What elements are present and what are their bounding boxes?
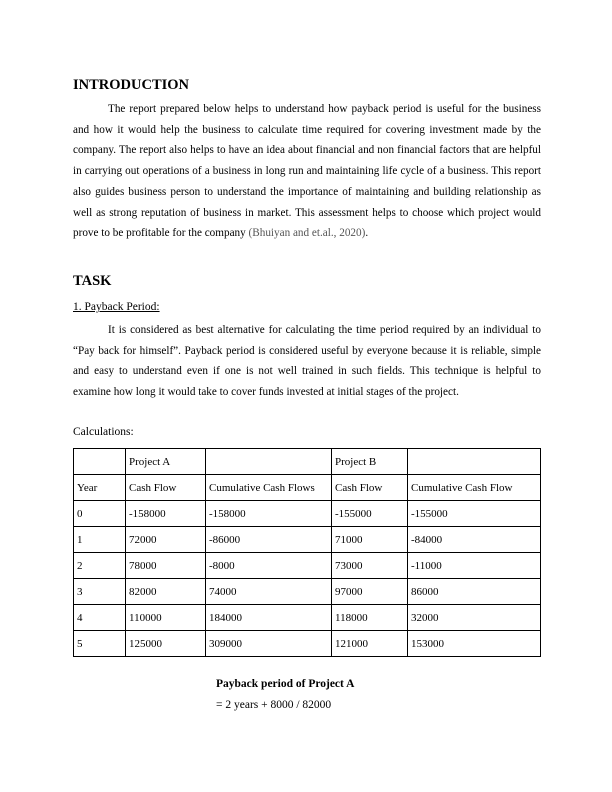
table-cell: 153000	[408, 631, 541, 657]
payback-title: Payback period of Project A	[216, 678, 355, 690]
table-cell: 32000	[408, 605, 541, 631]
table-cell: 121000	[332, 631, 408, 657]
calculations-label: Calculations:	[73, 426, 134, 438]
citation: (Bhuiyan and et.al., 2020)	[248, 227, 366, 240]
table-cell: 97000	[332, 579, 408, 605]
table-row	[74, 631, 541, 657]
table-cell: 184000	[206, 605, 332, 631]
table-cell: 125000	[126, 631, 206, 657]
introduction-text: The report prepared below helps to understand how payback period is useful for the business and how it would help the business to calculate time required for covering investment made by the company. The report also helps to have an idea about financial and non financial factors that are helpful in carrying out operations of a business in long run and maintaining life cycle of a business. This report also guides business person to understand the importance of maintaining and building relationship as well as strong reputation of business in market. This assessment helps to choose which project would prove to be profitable for the company	[73, 103, 541, 240]
table-header-row	[74, 475, 541, 501]
table-row	[74, 527, 541, 553]
payback-subheading: 1. Payback Period:	[73, 301, 160, 313]
task-paragraph: It is considered as best alternative for calculating the time period required by an individual to “Pay back for himself”. Payback period is considered useful by everyone because it is reliable, simple and easy to understand even if one is not well trained in such fields. This technique is helpful to examine how long it would take to cover funds invested at initial stages of the project.	[73, 324, 541, 399]
table-cell: 71000	[332, 527, 408, 553]
table-header-cell: Project B	[332, 449, 408, 475]
table-header-cell: Cash Flow	[126, 475, 206, 501]
table-cell: 110000	[126, 605, 206, 631]
table-cell: 5	[74, 631, 126, 657]
table-cell: 4	[74, 605, 126, 631]
table-header-cell: Cumulative Cash Flows	[206, 475, 332, 501]
table-cell: -158000	[206, 501, 332, 527]
task-heading: TASK	[73, 273, 112, 289]
table-cell: 73000	[332, 553, 408, 579]
cash-flow-table	[73, 448, 541, 657]
table-cell: 2	[74, 553, 126, 579]
table-row	[74, 605, 541, 631]
table-cell: 0	[74, 501, 126, 527]
table-cell: -11000	[408, 553, 541, 579]
table-header-cell: Project A	[126, 449, 206, 475]
table-cell: 309000	[206, 631, 332, 657]
table-group-header-row	[74, 449, 541, 475]
table-cell: -155000	[332, 501, 408, 527]
table-row	[74, 579, 541, 605]
table-cell: 118000	[332, 605, 408, 631]
table-cell: -84000	[408, 527, 541, 553]
table-header-cell: Cash Flow	[332, 475, 408, 501]
table-cell: 72000	[126, 527, 206, 553]
table-cell: 74000	[206, 579, 332, 605]
table-cell: 3	[74, 579, 126, 605]
payback-formula: = 2 years + 8000 / 82000	[216, 699, 332, 711]
table-header-cell: Cumulative Cash Flow	[408, 475, 541, 501]
table-cell: 78000	[126, 553, 206, 579]
introduction-end: .	[365, 227, 369, 240]
table-cell: -8000	[206, 553, 332, 579]
table-header-cell	[74, 449, 126, 475]
table-cell: -158000	[126, 501, 206, 527]
table-cell: 86000	[408, 579, 541, 605]
table-cell: -155000	[408, 501, 541, 527]
table-cell: 82000	[126, 579, 206, 605]
introduction-paragraph	[73, 99, 541, 244]
table-cell: -86000	[206, 527, 332, 553]
table-header-cell	[206, 449, 332, 475]
table-cell: 1	[74, 527, 126, 553]
table-header-cell	[408, 449, 541, 475]
table-row	[74, 553, 541, 579]
table-row	[74, 501, 541, 527]
table-header-cell: Year	[74, 475, 126, 501]
introduction-heading: INTRODUCTION	[73, 77, 190, 93]
